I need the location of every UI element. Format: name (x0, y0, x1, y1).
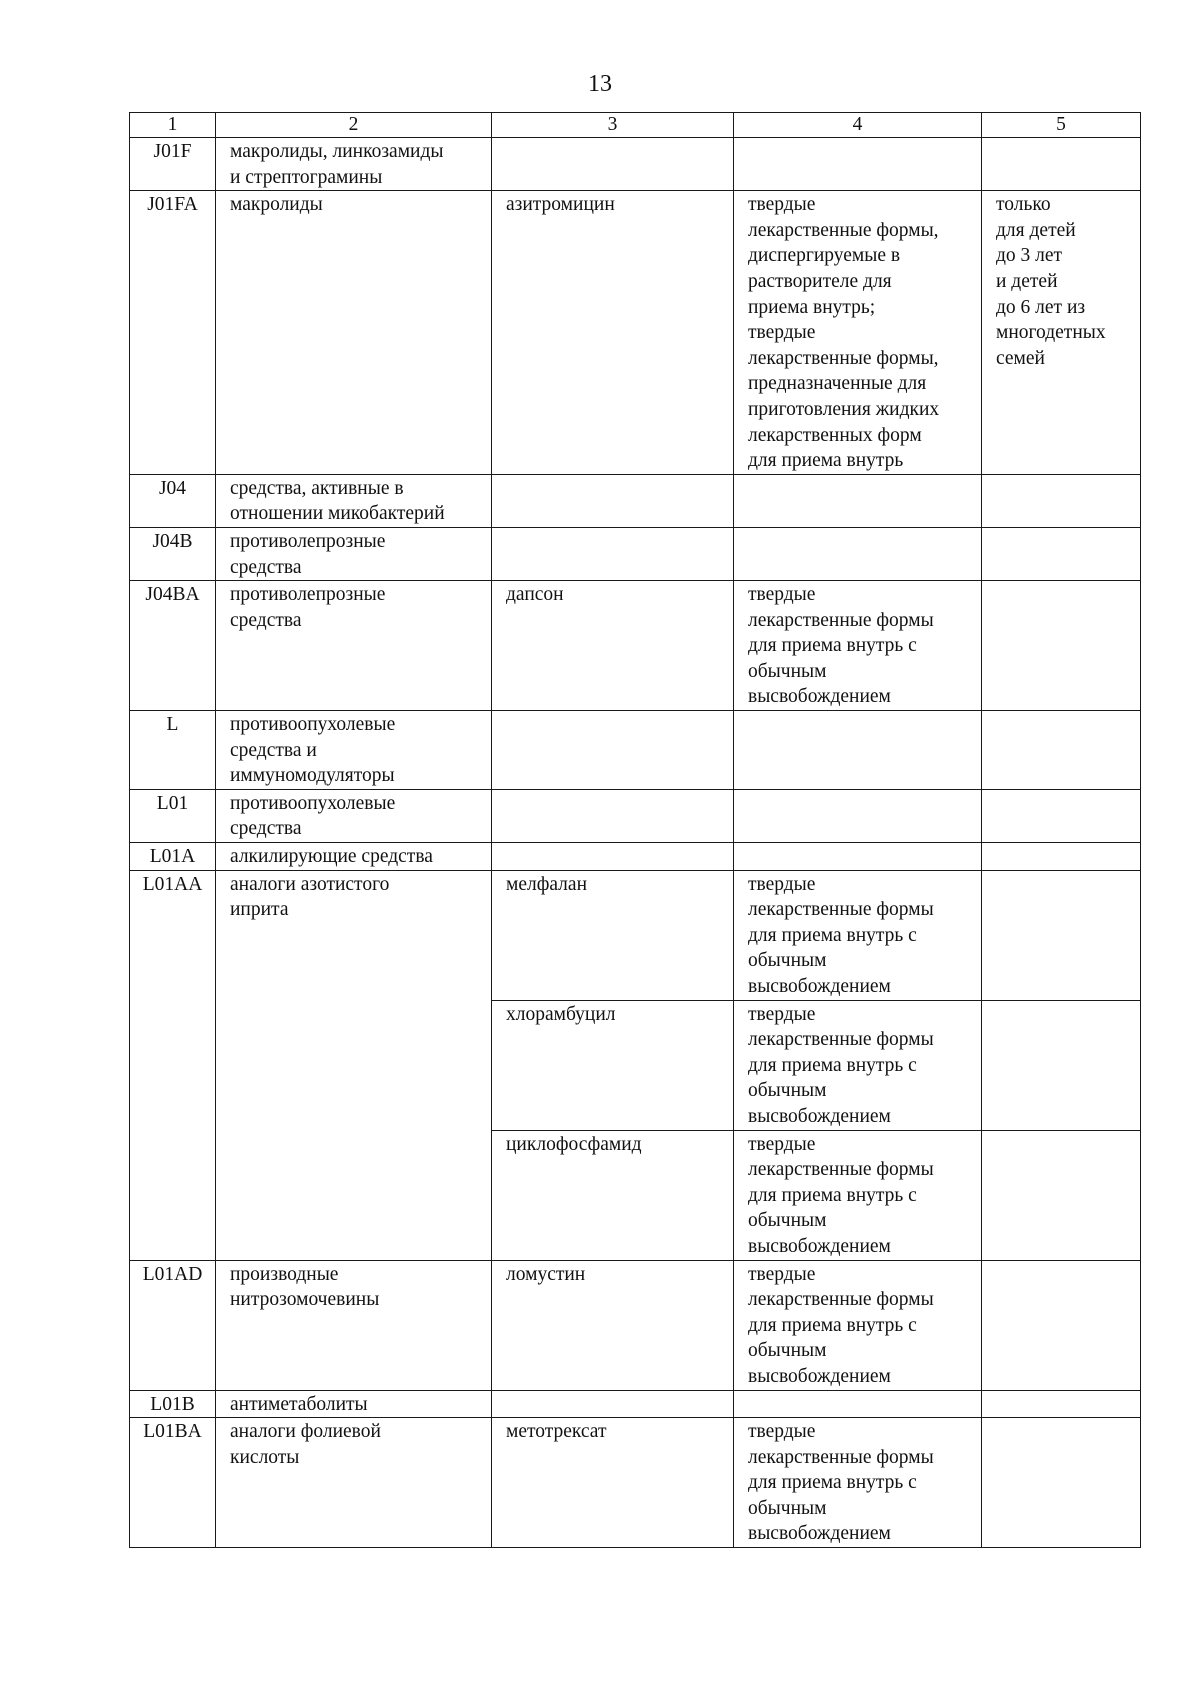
table-row (130, 1418, 1141, 1548)
atc-group-name-cell: аналоги азотистого иприта (216, 870, 492, 1260)
note-cell (982, 843, 1141, 871)
atc-code-cell: J04BA (130, 581, 216, 711)
note-cell (982, 1390, 1141, 1418)
table-row (130, 581, 1141, 711)
drug-name-cell (492, 527, 734, 580)
atc-group-name-cell: противоопухолевые средства (216, 789, 492, 842)
atc-code-cell: J04B (130, 527, 216, 580)
dosage-form-cell: твердые лекарственные формы для приема внутрь с обычным высвобождением (734, 1130, 982, 1260)
note-cell (982, 870, 1141, 1000)
drug-name-cell: циклофосфамид (492, 1130, 734, 1260)
drug-name-cell: ломустин (492, 1260, 734, 1390)
column-header-4: 4 (734, 113, 982, 138)
atc-group-name-cell: антиметаболиты (216, 1390, 492, 1418)
atc-code-cell: L01 (130, 789, 216, 842)
dosage-form-cell: твердые лекарственные формы для приема внутрь с обычным высвобождением (734, 1418, 982, 1548)
atc-group-name-cell: алкилирующие средства (216, 843, 492, 871)
atc-code-cell: L01A (130, 843, 216, 871)
atc-group-name-cell: макролиды (216, 191, 492, 475)
drug-name-cell: дапсон (492, 581, 734, 711)
drug-name-cell: хлорамбуцил (492, 1000, 734, 1130)
atc-code-cell: L01AD (130, 1260, 216, 1390)
table-row (130, 527, 1141, 580)
table-row (130, 1260, 1141, 1390)
dosage-form-cell (734, 138, 982, 191)
drug-name-cell: мелфалан (492, 870, 734, 1000)
atc-code-cell: L01B (130, 1390, 216, 1418)
note-cell (982, 789, 1141, 842)
table-header-row (130, 113, 1141, 138)
table-row (130, 1390, 1141, 1418)
note-cell (982, 1130, 1141, 1260)
atc-code-cell: L (130, 711, 216, 790)
table-row (130, 138, 1141, 191)
drug-name-cell (492, 789, 734, 842)
table-row (130, 789, 1141, 842)
table-row (130, 191, 1141, 475)
dosage-form-cell: твердые лекарственные формы для приема внутрь с обычным высвобождением (734, 1260, 982, 1390)
note-cell (982, 527, 1141, 580)
drug-name-cell (492, 711, 734, 790)
column-header-3: 3 (492, 113, 734, 138)
atc-group-name-cell: противоопухолевые средства и иммуномодуляторы (216, 711, 492, 790)
dosage-form-cell (734, 474, 982, 527)
note-cell (982, 1418, 1141, 1548)
table-row (130, 711, 1141, 790)
dosage-form-cell (734, 789, 982, 842)
dosage-form-cell (734, 711, 982, 790)
dosage-form-cell: твердые лекарственные формы, диспергируемые в растворителе для приема внутрь; твердые лекарственные формы, предназначенные для приготовления жидких лекарственных форм для приема внутрь (734, 191, 982, 475)
atc-group-name-cell: аналоги фолиевой кислоты (216, 1418, 492, 1548)
atc-group-name-cell: противолепрозные средства (216, 527, 492, 580)
dosage-form-cell: твердые лекарственные формы для приема внутрь с обычным высвобождением (734, 870, 982, 1000)
atc-code-cell: L01AA (130, 870, 216, 1260)
note-cell (982, 474, 1141, 527)
table-row (130, 870, 1141, 1000)
column-header-1: 1 (130, 113, 216, 138)
drug-name-cell (492, 138, 734, 191)
note-cell (982, 138, 1141, 191)
dosage-form-cell (734, 1390, 982, 1418)
column-header-2: 2 (216, 113, 492, 138)
note-cell (982, 1000, 1141, 1130)
drug-name-cell: метотрексат (492, 1418, 734, 1548)
drug-name-cell (492, 843, 734, 871)
atc-code-cell: J04 (130, 474, 216, 527)
note-cell (982, 581, 1141, 711)
note-cell (982, 1260, 1141, 1390)
atc-code-cell: J01F (130, 138, 216, 191)
atc-code-cell: J01FA (130, 191, 216, 475)
atc-group-name-cell: макролиды, линкозамиды и стрептограмины (216, 138, 492, 191)
dosage-form-cell: твердые лекарственные формы для приема внутрь с обычным высвобождением (734, 1000, 982, 1130)
note-cell: только для детей до 3 лет и детей до 6 лет из многодетных семей (982, 191, 1141, 475)
drug-name-cell (492, 474, 734, 527)
page-number: 13 (588, 71, 612, 97)
table-row (130, 474, 1141, 527)
dosage-form-cell: твердые лекарственные формы для приема внутрь с обычным высвобождением (734, 581, 982, 711)
atc-group-name-cell: средства, активные в отношении микобактерий (216, 474, 492, 527)
drug-name-cell: азитромицин (492, 191, 734, 475)
atc-group-name-cell: производные нитрозомочевины (216, 1260, 492, 1390)
atc-group-name-cell: противолепрозные средства (216, 581, 492, 711)
drug-name-cell (492, 1390, 734, 1418)
table-row (130, 843, 1141, 871)
column-header-5: 5 (982, 113, 1141, 138)
dosage-form-cell (734, 843, 982, 871)
note-cell (982, 711, 1141, 790)
drug-table (129, 112, 1141, 1548)
dosage-form-cell (734, 527, 982, 580)
atc-code-cell: L01BA (130, 1418, 216, 1548)
